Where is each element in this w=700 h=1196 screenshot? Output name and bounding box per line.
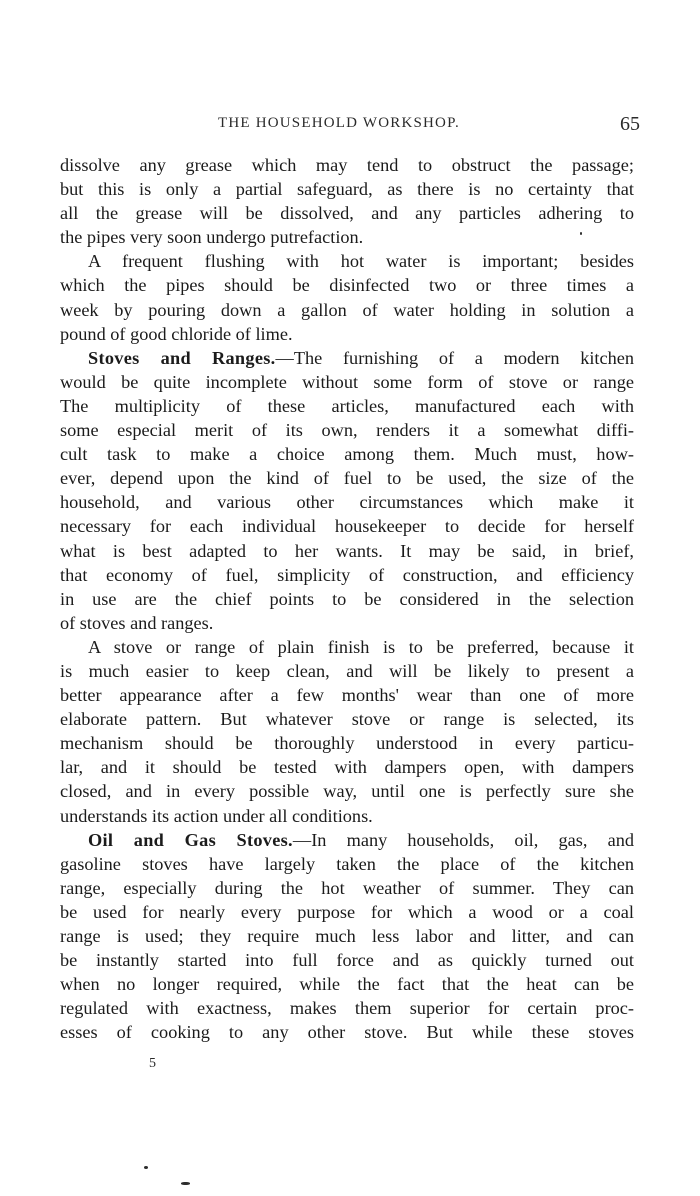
text-line: necessary for each individual housekeeper to decide for herself: [60, 516, 634, 537]
signature-mark: 5: [149, 1056, 156, 1071]
text-line: but this is only a partial safeguard, as there is no certainty that: [60, 179, 634, 200]
text-line: A frequent flushing with hot water is important; besides: [88, 251, 634, 272]
text-line: be used for nearly every purpose for which a wood or a coal: [60, 901, 634, 922]
text-line: of stoves and ranges.: [60, 612, 214, 633]
text-line: household, and various other circumstances which make it: [60, 492, 634, 513]
section-heading-line: [60, 828, 634, 852]
text-line: gasoline stoves have largely taken the place of the kitchen: [60, 853, 634, 874]
text-line: all the grease will be dissolved, and any particles adhering to: [60, 203, 634, 224]
text-line: the pipes very soon undergo putrefaction.: [60, 227, 364, 248]
ink-speck: [580, 232, 582, 235]
text-line: dissolve any grease which may tend to obstruct the passage;: [60, 155, 634, 175]
text-line: that economy of fuel, simplicity of construction, and efficiency: [60, 564, 634, 585]
section-heading-continuation: —In many households, oil, gas, and: [292, 829, 634, 850]
text-line: would be quite incomplete without some form of stove or range: [60, 371, 634, 392]
text-line: in use are the chief points to be considered in the selection: [60, 588, 634, 609]
page-number: 65: [620, 113, 640, 135]
text-line: lar, and it should be tested with dampers open, with dampers: [60, 757, 634, 778]
text-line: ever, depend upon the kind of fuel to be used, the size of the: [60, 468, 634, 489]
text-line: better appearance after a few months' wear than one of more: [60, 685, 634, 706]
text-line: when no longer required, while the fact that the heat can be: [60, 974, 634, 995]
section-heading-oil-and-gas-stoves: Oil and Gas Stoves.: [88, 829, 293, 850]
text-line: cult task to make a choice among them. Much must, how-: [60, 444, 634, 465]
text-line: range is used; they require much less labor and litter, and can: [60, 926, 634, 946]
text-line: mechanism should be thoroughly understood in every particu-: [60, 733, 634, 754]
text-line: The multiplicity of these articles, manufactured each with: [60, 395, 634, 416]
text-line: A stove or range of plain finish is to be preferred, because it: [88, 636, 634, 657]
text-line: range, especially during the hot weather of summer. They can: [60, 877, 634, 898]
text-line: what is best adapted to her wants. It may be said, in brief,: [60, 540, 634, 561]
text-line: understands its action under all conditions.: [60, 805, 373, 826]
text-line: elaborate pattern. But whatever stove or range is selected, its: [60, 709, 634, 730]
running-title: THE HOUSEHOLD WORKSHOP.: [218, 115, 460, 131]
text-line: some especial merit of its own, renders it a somewhat diffi-: [60, 420, 634, 441]
text-line: week by pouring down a gallon of water holding in solution a: [60, 299, 634, 320]
text-line: which the pipes should be disinfected two or three times a: [60, 275, 634, 296]
text-line: regulated with exactness, makes them superior for certain proc-: [60, 998, 634, 1019]
text-line: closed, and in every possible way, until one is perfectly sure she: [60, 781, 634, 802]
text-line: pound of good chloride of lime.: [60, 323, 293, 344]
ink-speck: [181, 1182, 190, 1185]
running-header: [60, 113, 640, 137]
body-text: [60, 153, 634, 1044]
section-heading-stoves-and-ranges: Stoves and Ranges.: [88, 347, 276, 368]
ink-speck: [144, 1166, 148, 1169]
section-heading-line: [60, 346, 634, 370]
text-line: be instantly started into full force and as quickly turned out: [60, 950, 634, 971]
section-heading-continuation: —The furnishing of a modern kitchen: [275, 347, 635, 368]
text-line: is much easier to keep clean, and will be likely to present a: [60, 660, 634, 681]
text-line: esses of cooking to any other stove. But while these stoves: [60, 1022, 634, 1043]
